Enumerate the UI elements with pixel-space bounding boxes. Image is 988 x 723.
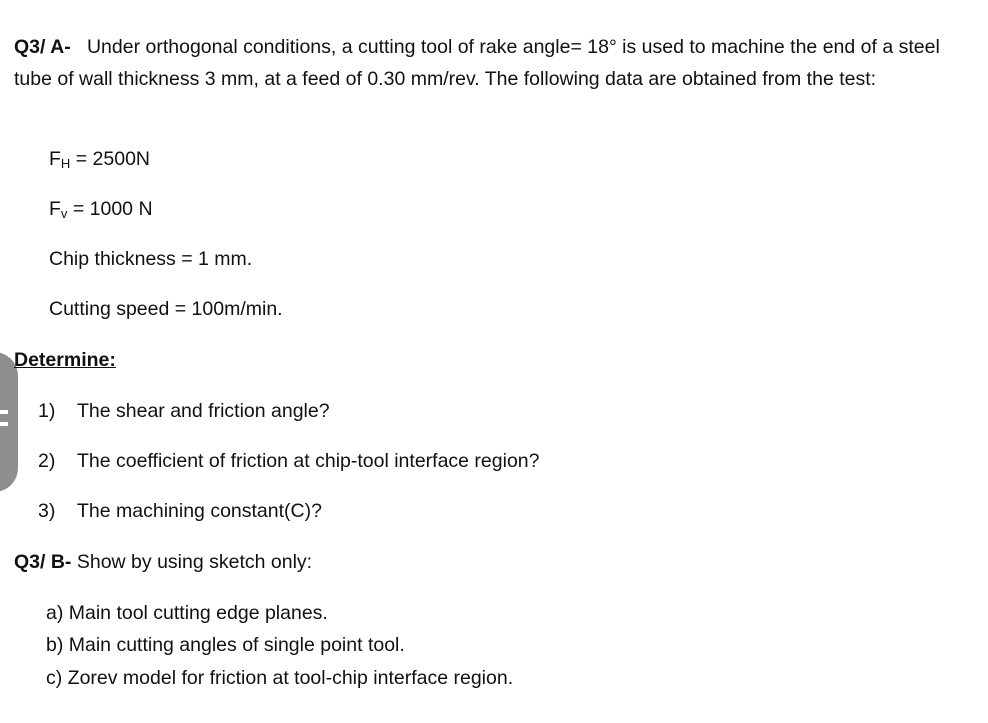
q3b-item: b) Main cutting angles of single point tool.: [46, 634, 405, 656]
determine-item-text: The machining constant(C)?: [77, 500, 322, 522]
force-horizontal: [49, 148, 150, 171]
side-panel-tab[interactable]: [0, 352, 18, 492]
q3a-label: Q3/ A-: [14, 36, 71, 58]
q3b-label: Q3/ B-: [14, 551, 72, 573]
q3b-item: c) Zorev model for friction at tool-chip interface region.: [46, 667, 514, 689]
q3b-item: a) Main tool cutting edge planes.: [46, 602, 328, 624]
force-v-value: = 1000 N: [67, 198, 153, 220]
determine-item-text: The coefficient of friction at chip-tool interface region?: [77, 450, 540, 472]
force-h-subscript: H: [60, 156, 71, 171]
grip-line-icon: [0, 422, 8, 426]
force-h-value: = 2500N: [70, 148, 150, 170]
chip-thickness: Chip thickness = 1 mm.: [49, 248, 253, 270]
q3a-paragraph: [14, 31, 954, 95]
force-vertical: [49, 198, 153, 221]
determine-heading: Determine:: [14, 349, 116, 371]
determine-item-text: The shear and friction angle?: [77, 400, 330, 422]
determine-item-num: 2): [38, 450, 56, 472]
force-h-symbol: F: [49, 148, 61, 170]
q3a-text: Under orthogonal conditions, a cutting tool of rake angle= 18° is used to machine the end of a steel tube of wall thickness 3 mm, at a feed of 0.30 mm/rev. The following data are obtained from the test:: [14, 36, 940, 90]
q3b-line: [14, 551, 312, 574]
determine-item-num: 3): [38, 500, 56, 522]
force-v-symbol: F: [49, 198, 61, 220]
force-v-subscript: v: [60, 206, 68, 221]
q3b-text: Show by using sketch only:: [71, 551, 313, 573]
determine-item-num: 1): [38, 400, 56, 422]
grip-line-icon: [0, 410, 8, 414]
cutting-speed: Cutting speed = 100m/min.: [49, 298, 283, 320]
